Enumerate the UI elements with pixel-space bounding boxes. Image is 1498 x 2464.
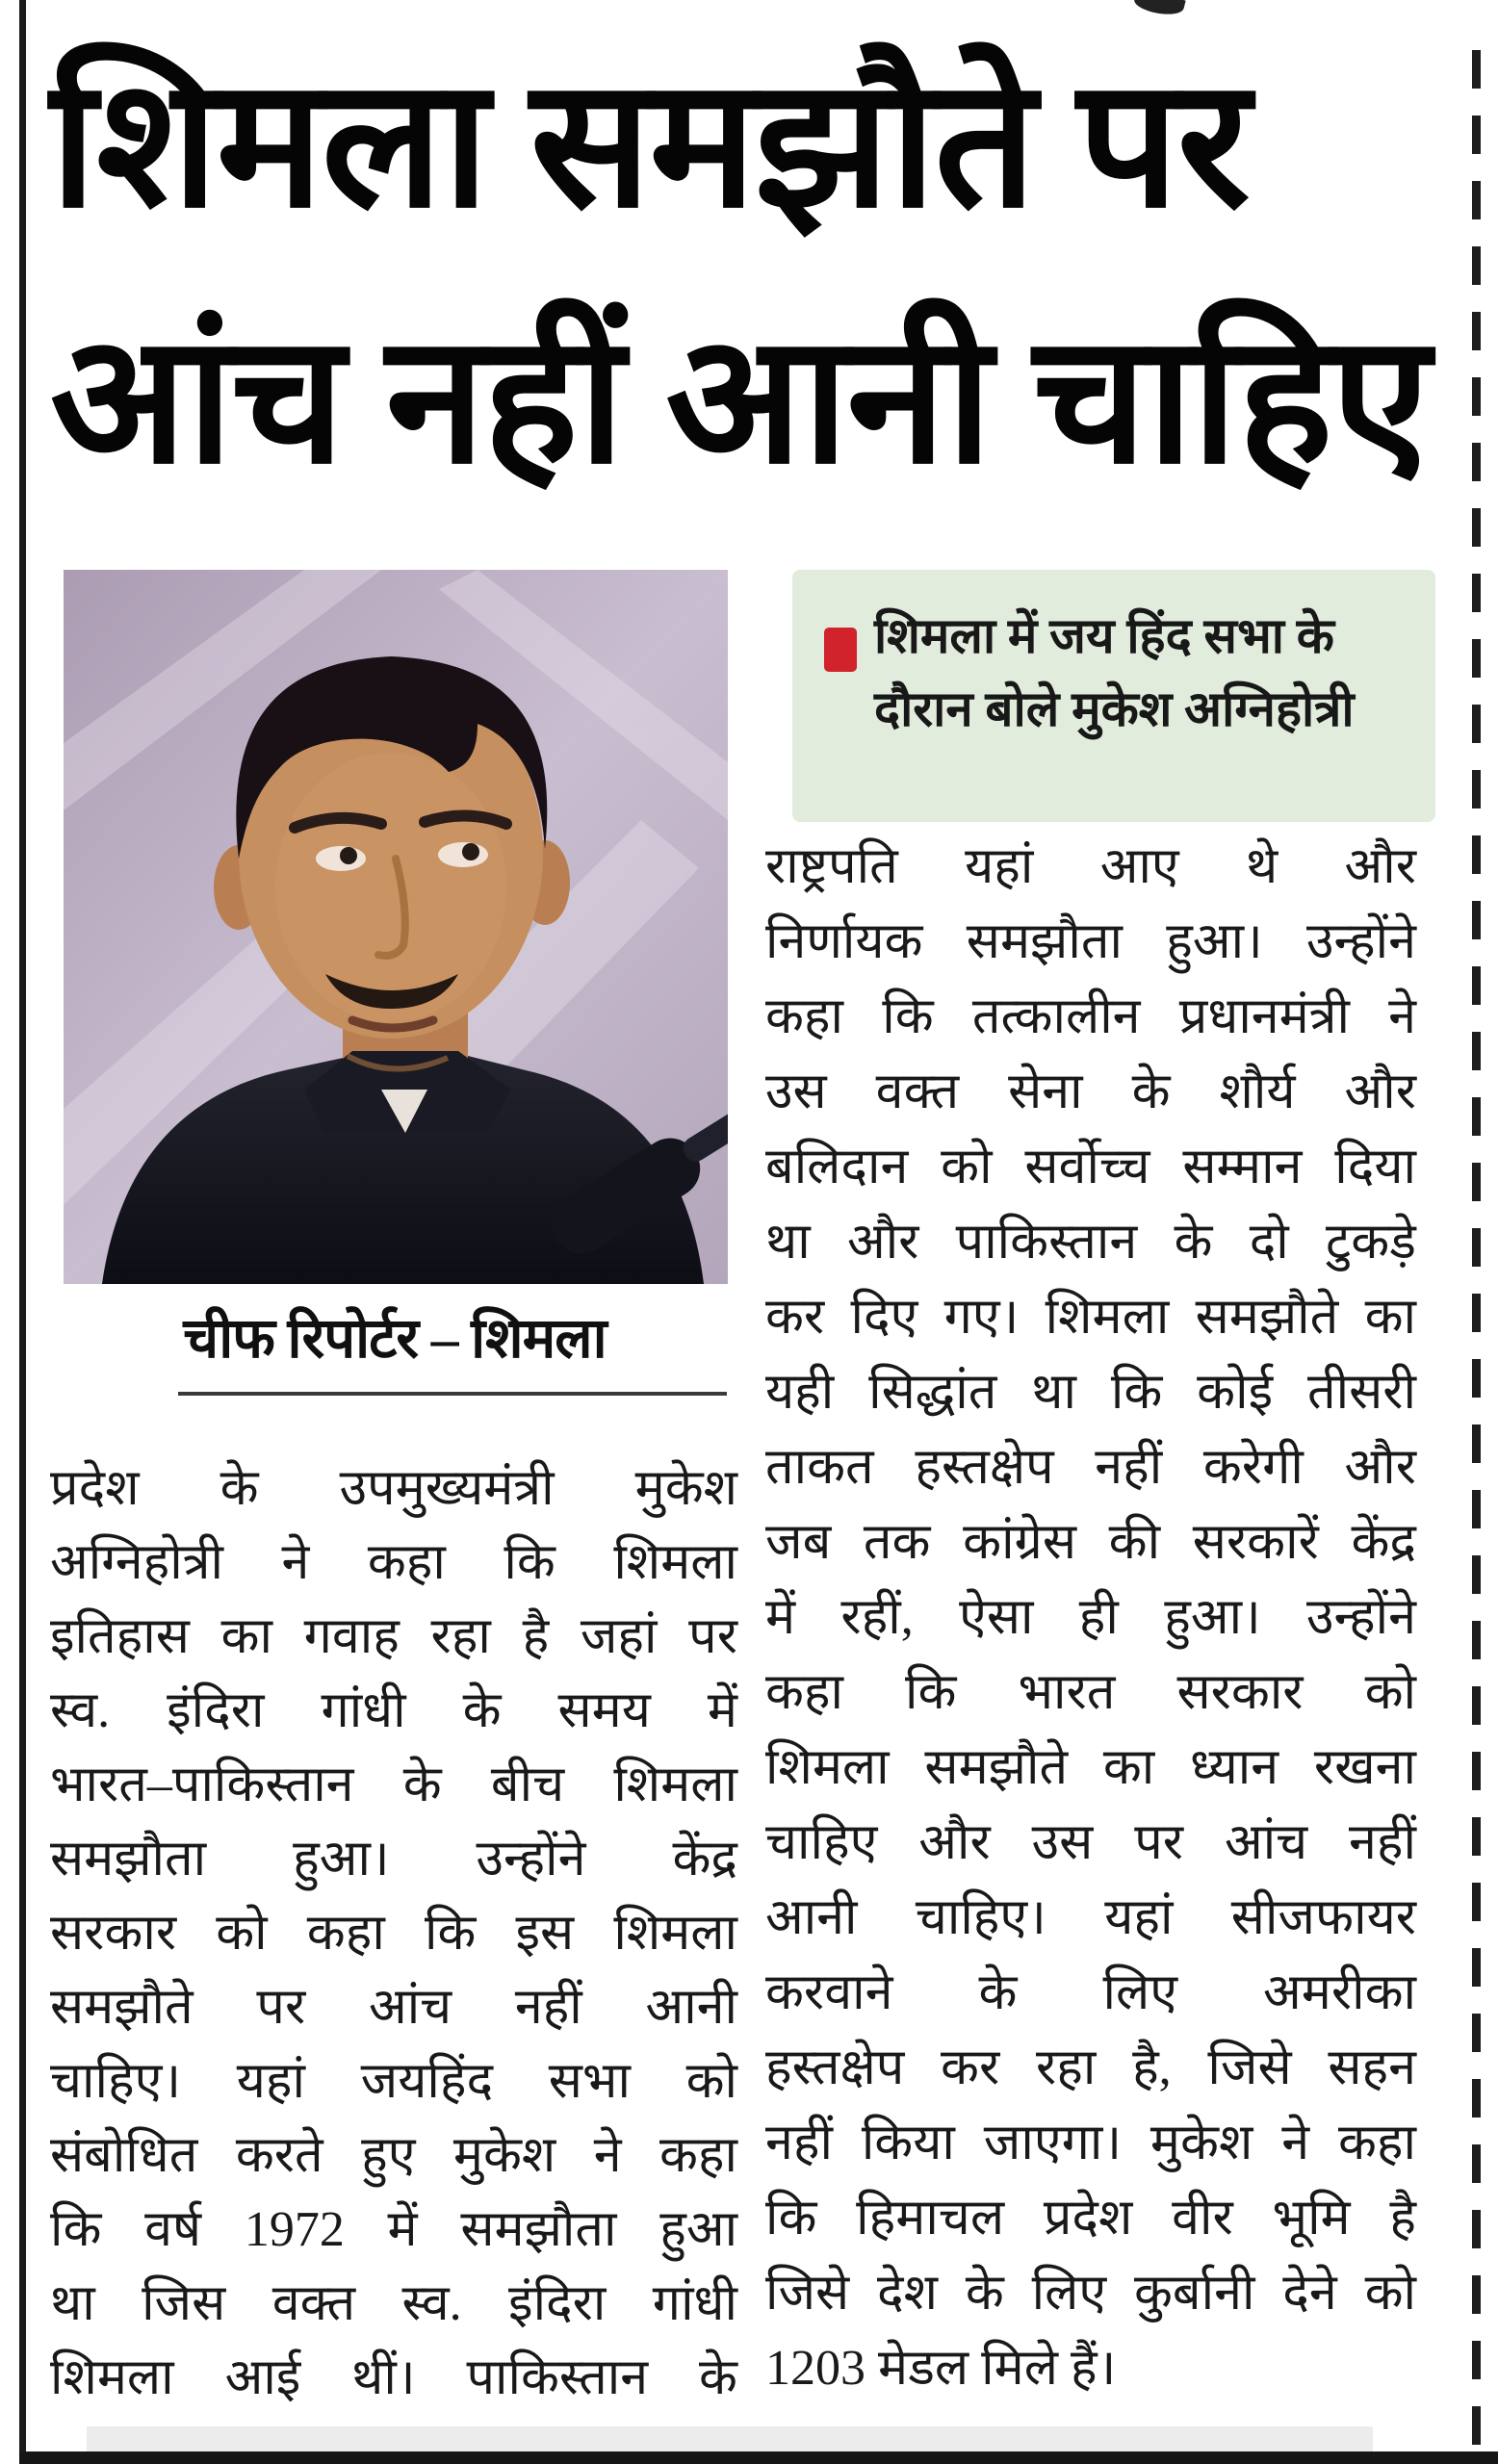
text-line: भारत–पाकिस्तान के बीच शिमला — [50, 1758, 737, 1812]
text-line: नहीं किया जाएगा। मुकेश ने कहा — [765, 2116, 1416, 2170]
text-line: करवाने के लिए अमरीका — [765, 1965, 1416, 2020]
text-line: कर दिए गए। शिमला समझौते का — [765, 1290, 1416, 1345]
text-line: राष्ट्रपति यहां आए थे और — [765, 839, 1416, 894]
subhead-text — [874, 601, 1419, 747]
article-left-column — [50, 1451, 737, 2415]
text-line: ताकत हस्तक्षेप नहीं करेगी और — [765, 1440, 1416, 1495]
text-line: सरकार को कहा कि इस शिमला — [50, 1906, 737, 1961]
left-border-rule — [19, 0, 26, 2460]
text-line: कि वर्ष 1972 में समझौता हुआ — [50, 2202, 737, 2257]
text-line: स्व. इंदिरा गांधी के समय में — [50, 1683, 737, 1738]
text-line: में रहीं, ऐसा ही हुआ। उन्होंने — [765, 1590, 1416, 1645]
text-line: शिमला समझौते का ध्यान रखना — [765, 1740, 1416, 1795]
text-line: 1203 मेडल मिले हैं। — [765, 2341, 1117, 2396]
text-line: यही सिद्धांत था कि कोई तीसरी — [765, 1365, 1416, 1420]
text-line: जब तक कांग्रेस की सरकारें केंद्र — [765, 1515, 1416, 1570]
text-line: कहा कि तत्कालीन प्रधानमंत्री ने — [765, 989, 1416, 1044]
right-dashed-border — [1472, 50, 1481, 2451]
article-right-column — [765, 830, 1416, 2406]
text-line: था और पाकिस्तान के दो टुकड़े — [765, 1215, 1416, 1270]
text-line: हस्तक्षेप कर रहा है, जिसे सहन — [765, 2040, 1416, 2095]
text-line: शिमला में जय हिंद सभा के — [874, 610, 1334, 664]
text-line: दौरान बोले मुकेश अग्निहोत्री — [874, 683, 1355, 737]
text-line: कहा कि भारत सरकार को — [765, 1665, 1416, 1720]
text-line: प्रदेश के उपमुख्यमंत्री मुकेश — [50, 1461, 737, 1516]
text-line: अग्निहोत्री ने कहा कि शिमला — [50, 1535, 737, 1590]
text-line: शिमला आई थीं। पाकिस्तान के — [50, 2350, 737, 2405]
text-line: चाहिए। यहां जयहिंद सभा को — [50, 2054, 737, 2109]
text-line: कि हिमाचल प्रदेश वीर भूमि है — [765, 2191, 1416, 2246]
bottom-border-rule — [19, 2451, 1498, 2464]
text-line: जिसे देश के लिए कुर्बानी देने को — [765, 2266, 1416, 2321]
text-line: समझौते पर आंच नहीं आनी — [50, 1980, 737, 2035]
text-line: समझौता हुआ। उन्होंने केंद्र — [50, 1832, 737, 1886]
cropped-print-artifact — [1132, 0, 1185, 19]
article-headline — [50, 17, 1456, 529]
text-line: शिमला समझौते पर — [50, 46, 1249, 244]
text-line: आंच नहीं आनी चाहिए — [50, 302, 1429, 500]
portrait-illustration — [64, 570, 728, 1284]
red-square-bullet-icon — [824, 628, 857, 672]
text-line: बलिदान को सर्वोच्च सम्मान दिया — [765, 1140, 1416, 1194]
text-line: इतिहास का गवाह रहा है जहां पर — [50, 1609, 737, 1664]
caption-underline — [178, 1392, 727, 1396]
text-line: था जिस वक्त स्व. इंदिरा गांधी — [50, 2276, 737, 2331]
text-line: निर्णायक समझौता हुआ। उन्होंने — [765, 914, 1416, 969]
text-line: आनी चाहिए। यहां सीजफायर — [765, 1890, 1416, 1945]
subhead-box — [792, 570, 1435, 822]
text-line: उस वक्त सेना के शौर्य और — [765, 1065, 1416, 1119]
speaker-photo — [64, 570, 728, 1284]
bottom-shadow-strip — [87, 2426, 1373, 2451]
text-line: चाहिए और उस पर आंच नहीं — [765, 1815, 1416, 1870]
photo-caption: चीफ रिपोर्टर – शिमला — [183, 1307, 607, 1370]
text-line: संबोधित करते हुए मुकेश ने कहा — [50, 2128, 737, 2183]
